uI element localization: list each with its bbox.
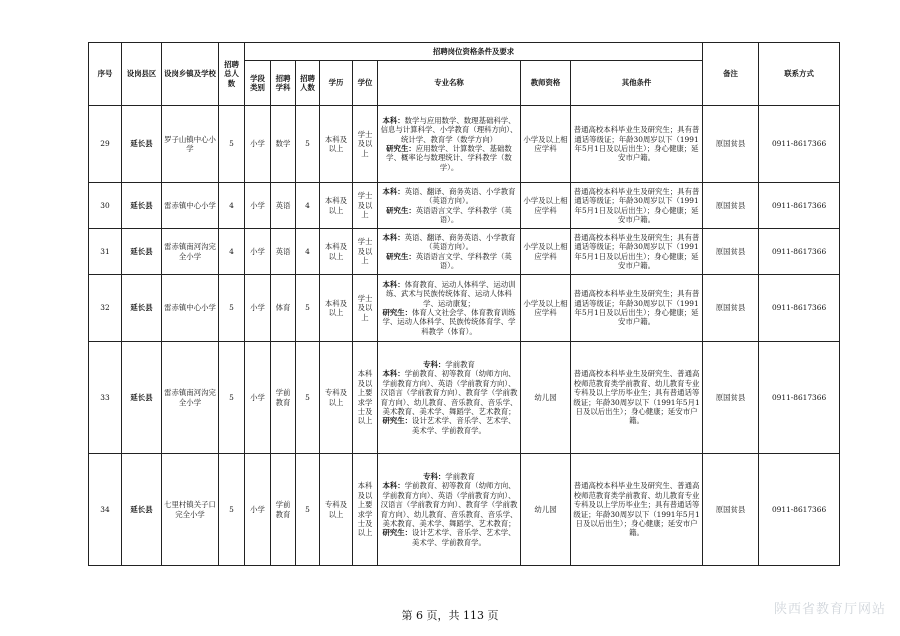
major-list-text: 英语、翻译、商务英语、小学教育（英语方向）。 — [404, 232, 516, 252]
cell-cert: 幼儿园 — [521, 454, 571, 566]
cell-contact: 0911-8617366 — [759, 106, 840, 183]
cell-note: 原国贫县 — [703, 183, 759, 229]
major-level-label: 本科： — [382, 115, 405, 125]
cell-count: 5 — [296, 106, 320, 183]
cell-cert: 幼儿园 — [521, 342, 571, 454]
major-level-label: 本科： — [382, 369, 405, 379]
major-list-text: 学前教育 — [445, 471, 475, 481]
cell-other: 普通高校本科毕业生及研究生；具有普通话等级证；年龄30周岁以下（1991年5月1日及以后出生）；身心健康；延安市户籍。 — [571, 183, 703, 229]
major-list-text: 学前教育、初等教育（幼师方向、学前教育方向）、英语（学前教育方向）、汉语言（学前教育方向）、教育学（学前教育方向）、幼儿教育、音乐教育、音乐学、美术教育、美术学、舞蹈学、艺术教育； — [380, 481, 518, 528]
cell-county: 延长县 — [122, 275, 162, 342]
cell-education: 专科及以上 — [320, 454, 353, 566]
major-list-text: 设计艺术学、音乐学、艺术学、美术学、学前教育学。 — [412, 416, 516, 435]
major-list-text: 学前教育、初等教育（幼师方向、学前教育方向）、英语（学前教育方向）、汉语言（学前教育方向）、教育学（学前教育方向）、幼儿教育、音乐教育、音乐学、美术教育、美术学、舞蹈学、艺术教育； — [380, 369, 518, 416]
cell-school: 雷赤镇中心小学 — [162, 183, 219, 229]
header-requirements-group: 招聘岗位资格条件及要求 — [245, 43, 703, 61]
header-other: 其他条件 — [571, 61, 703, 106]
cell-school: 七里村镇关子口完全小学 — [162, 454, 219, 566]
cell-subject: 英语 — [271, 229, 296, 275]
cell-degree: 学士及以上 — [353, 229, 378, 275]
header-school: 设岗乡镇及学校 — [162, 43, 219, 106]
cell-total: 4 — [219, 183, 245, 229]
table-row — [89, 454, 840, 566]
cell-note: 原国贫县 — [703, 106, 759, 183]
watermark: 陕西省教育厅网站 — [773, 602, 886, 617]
table-row — [89, 106, 840, 183]
cell-stage: 小学 — [245, 229, 271, 275]
cell-education: 本科及以上 — [320, 275, 353, 342]
header-seq: 序号 — [89, 43, 122, 106]
cell-major — [378, 229, 521, 275]
major-level-label: 本科： — [382, 279, 405, 289]
cell-county: 延长县 — [122, 106, 162, 183]
cell-other: 普通高校本科毕业生及研究生、普通高校师范教育类学前教育、幼儿教育专业专科及以上学历毕业生；具有普通话等级证；年龄30周岁以下（1991年5月1日及以后出生）；身心健康；延安市户籍。 — [571, 454, 703, 566]
major-list-text: 体育教育、运动人体科学、运动训练、武术与民族传统体育、运动人体科学、运动康复； — [386, 279, 516, 308]
major-list-text: 英语语言文学、学科教学（英语）。 — [415, 251, 512, 270]
header-subject: 招聘学科 — [271, 61, 296, 106]
header-total: 招聘总人数 — [219, 43, 245, 106]
header-stage: 学段类别 — [245, 61, 271, 106]
cell-major — [378, 106, 521, 183]
major-list-text: 英语、翻译、商务英语、小学教育（英语方向）。 — [404, 186, 516, 206]
cell-seq: 30 — [89, 183, 122, 229]
cell-note: 原国贫县 — [703, 342, 759, 454]
cell-education: 专科及以上 — [320, 342, 353, 454]
cell-other: 普通高校本科毕业生及研究生；具有普通话等级证；年龄30周岁以下（1991年5月1日及以后出生）；身心健康；延安市户籍。 — [571, 106, 703, 183]
cell-cert: 小学及以上相应学科 — [521, 183, 571, 229]
major-level-label: 本科： — [382, 232, 405, 242]
cell-stage: 小学 — [245, 106, 271, 183]
cell-total: 4 — [219, 229, 245, 275]
cell-seq: 31 — [89, 229, 122, 275]
major-level-label: 研究生： — [382, 416, 413, 426]
cell-seq: 29 — [89, 106, 122, 183]
cell-seq: 34 — [89, 454, 122, 566]
cell-major — [378, 183, 521, 229]
major-list-text: 应用数学、计算数学、基础数学、概率论与数理统计、学科教学（数学）。 — [386, 144, 512, 172]
cell-contact: 0911-8617366 — [759, 454, 840, 566]
major-level-label: 研究生： — [382, 528, 413, 538]
header-count: 招聘人数 — [296, 61, 320, 106]
cell-major — [378, 342, 521, 454]
cell-cert: 小学及以上相应学科 — [521, 106, 571, 183]
cell-degree: 学士及以上 — [353, 183, 378, 229]
major-list-text: 学前教育 — [445, 359, 475, 369]
cell-count: 5 — [296, 275, 320, 342]
cell-note: 原国贫县 — [703, 275, 759, 342]
cell-subject: 学前教育 — [271, 342, 296, 454]
cell-subject: 体育 — [271, 275, 296, 342]
cell-stage: 小学 — [245, 342, 271, 454]
header-contact: 联系方式 — [759, 43, 840, 106]
table-row — [89, 229, 840, 275]
cell-major — [378, 454, 521, 566]
cell-subject: 学前教育 — [271, 454, 296, 566]
cell-county: 延长县 — [122, 342, 162, 454]
cell-contact: 0911-8617366 — [759, 342, 840, 454]
cell-cert: 小学及以上相应学科 — [521, 229, 571, 275]
major-level-label: 专科： — [423, 359, 446, 369]
major-level-label: 研究生： — [386, 144, 416, 153]
cell-seq: 33 — [89, 342, 122, 454]
cell-other: 普通高校本科毕业生及研究生；具有普通话等级证；年龄30周岁以下（1991年5月1日及以后出生）；身心健康；延安市户籍。 — [571, 275, 703, 342]
cell-education: 本科及以上 — [320, 106, 353, 183]
cell-education: 本科及以上 — [320, 229, 353, 275]
cell-total: 5 — [219, 106, 245, 183]
cell-school: 罗子山镇中心小学 — [162, 106, 219, 183]
cell-county: 延长县 — [122, 229, 162, 275]
header-major: 专业名称 — [378, 61, 521, 106]
cell-count: 5 — [296, 342, 320, 454]
header-note: 备注 — [703, 43, 759, 106]
cell-subject: 数学 — [271, 106, 296, 183]
cell-count: 4 — [296, 183, 320, 229]
cell-stage: 小学 — [245, 275, 271, 342]
cell-school: 雷赤镇南河沟完全小学 — [162, 229, 219, 275]
cell-total: 5 — [219, 454, 245, 566]
table-row — [89, 342, 840, 454]
recruitment-table — [88, 42, 840, 566]
header-degree: 学位 — [353, 61, 378, 106]
major-list-text: 体育人文社会学、体育教育训练学、运动人体科学、民族传统体育学、学科教学（体育）。 — [382, 308, 516, 336]
cell-education: 本科及以上 — [320, 183, 353, 229]
cell-total: 5 — [219, 275, 245, 342]
cell-count: 5 — [296, 454, 320, 566]
major-list-text: 设计艺术学、音乐学、艺术学、美术学、学前教育学。 — [412, 528, 516, 547]
major-level-label: 专科： — [423, 471, 446, 481]
cell-contact: 0911-8617366 — [759, 275, 840, 342]
cell-cert: 小学及以上相应学科 — [521, 275, 571, 342]
major-level-label: 研究生： — [386, 205, 416, 215]
cell-other: 普通高校本科毕业生及研究生；具有普通话等级证；年龄30周岁以下（1991年5月1日及以后出生）；身心健康；延安市户籍。 — [571, 229, 703, 275]
cell-contact: 0911-8617366 — [759, 229, 840, 275]
cell-degree: 本科及以上要求学士及以上 — [353, 454, 378, 566]
cell-stage: 小学 — [245, 183, 271, 229]
major-level-label: 本科： — [382, 186, 405, 196]
cell-school: 雷赤镇中心小学 — [162, 275, 219, 342]
major-level-label: 研究生： — [382, 308, 413, 317]
major-list-text: 英语语言文学、学科教学（英语）。 — [415, 205, 512, 224]
cell-degree: 学士及以上 — [353, 275, 378, 342]
cell-note: 原国贫县 — [703, 454, 759, 566]
major-list-text: 数学与应用数学、数理基础科学、信息与计算科学、小学教育（理科方向）、统计学、教育学（数学方向） — [380, 115, 518, 144]
header-cert: 教师资格 — [521, 61, 571, 106]
cell-contact: 0911-8617366 — [759, 183, 840, 229]
table-row — [89, 275, 840, 342]
cell-school: 雷赤镇南河沟完全小学 — [162, 342, 219, 454]
cell-degree: 学士及以上 — [353, 106, 378, 183]
major-level-label: 研究生： — [386, 251, 416, 261]
cell-seq: 32 — [89, 275, 122, 342]
cell-other: 普通高校本科毕业生及研究生、普通高校师范教育类学前教育、幼儿教育专业专科及以上学历毕业生；具有普通话等级证；年龄30周岁以下（1991年5月1日及以后出生）；身心健康；延安市户籍。 — [571, 342, 703, 454]
cell-county: 延长县 — [122, 454, 162, 566]
header-education: 学历 — [320, 61, 353, 106]
cell-county: 延长县 — [122, 183, 162, 229]
major-level-label: 本科： — [382, 481, 405, 491]
cell-degree: 本科及以上要求学士及以上 — [353, 342, 378, 454]
cell-major — [378, 275, 521, 342]
cell-total: 5 — [219, 342, 245, 454]
cell-note: 原国贫县 — [703, 229, 759, 275]
cell-stage: 小学 — [245, 454, 271, 566]
table-row — [89, 183, 840, 229]
header-county: 设岗县区 — [122, 43, 162, 106]
cell-count: 4 — [296, 229, 320, 275]
cell-subject: 英语 — [271, 183, 296, 229]
page-footer: 第 6 页，共 113 页 — [401, 609, 499, 622]
